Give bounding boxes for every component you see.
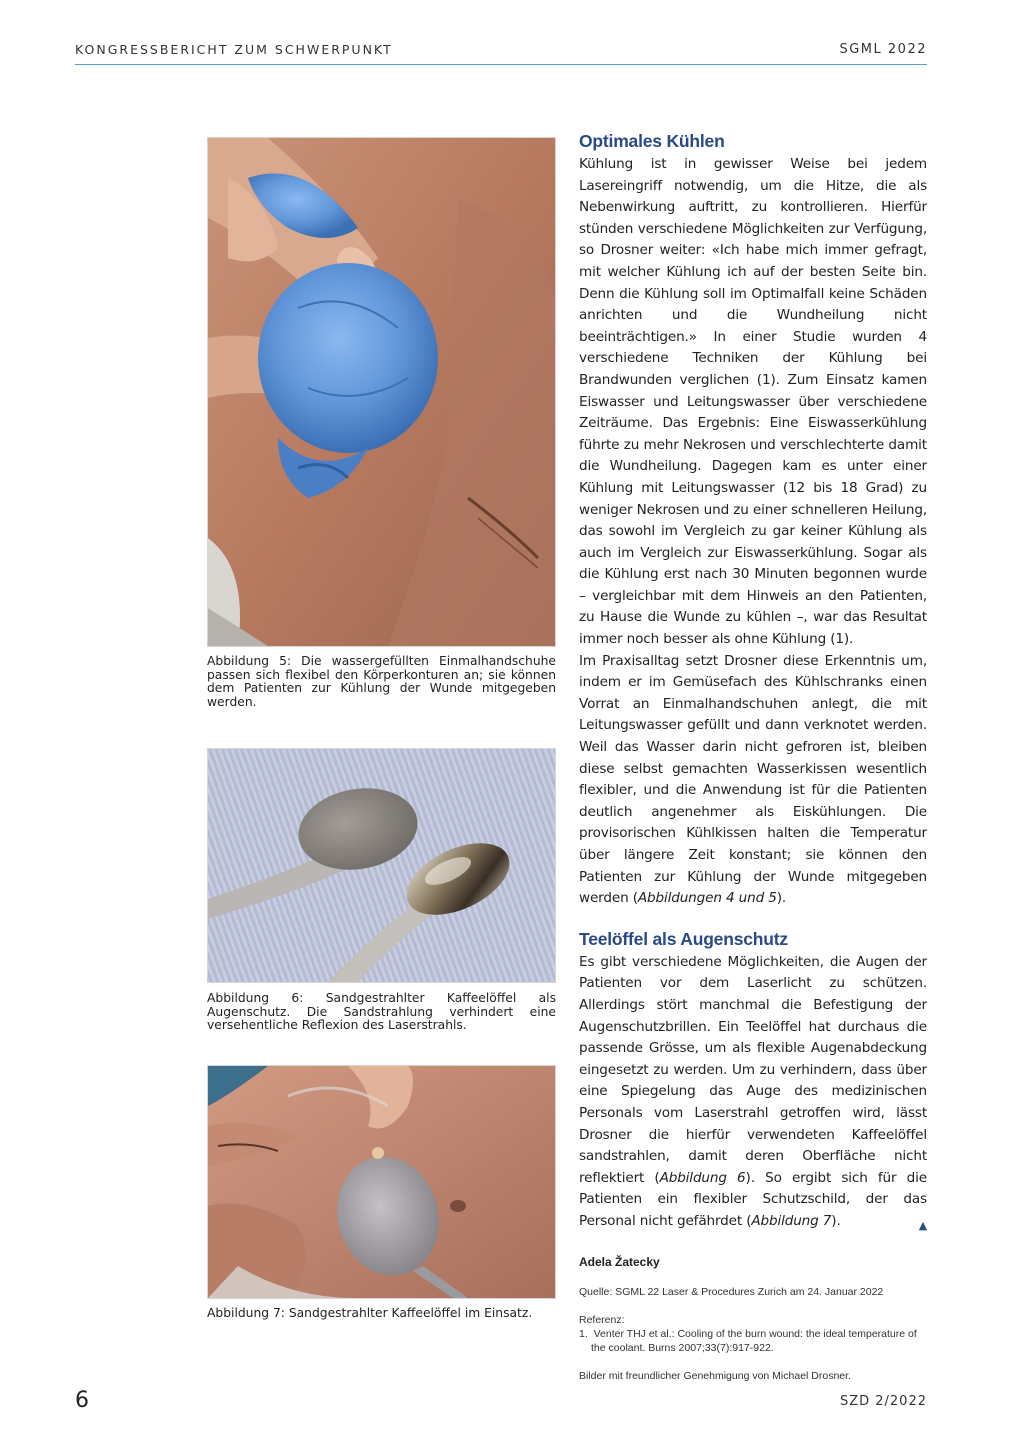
header-congress-label: SGML 2022: [839, 42, 927, 57]
spoon-eye-shield-image: [208, 1066, 555, 1298]
figure-7-caption: Abbildung 7: Sandgestrahlter Kaffeelöffel im Einsatz.: [207, 1306, 533, 1320]
figure-7-photo: [207, 1065, 556, 1299]
figure-reference: Abbildungen 4 und 5: [637, 890, 777, 907]
author-name: Adela Žatecky: [579, 1254, 660, 1269]
running-header: [75, 38, 927, 65]
heading-optimales-kuehlen: Optimales Kühlen: [579, 131, 725, 151]
reference-item: 1. Venter THJ et al.: Cooling of the burn wound: the ideal temperature of the coolant. Burns 2007;33(7):917-922.: [579, 1327, 917, 1354]
section-1-body: [579, 154, 927, 910]
reference-label: Referenz:: [579, 1313, 625, 1326]
figure-6-photo: [207, 748, 556, 983]
heading-teeloeffel-als-augenschutz: Teelöffel als Augenschutz: [579, 928, 788, 949]
header-section-label: KONGRESSBERICHT ZUM SCHWERPUNKT: [75, 42, 393, 57]
figure-5-caption: Abbildung 5: Die wassergefüllten Einmalhandschuhe passen sich flexibel den Körperkonturen an; sie können dem Patienten zur Kühlung der Wunde mitgegeben werden.: [207, 654, 556, 709]
section-2-paragraph: Es gibt verschiedene Möglichkeiten, die Augen der Patienten vor dem Laserlicht zu schützen. Allerdings stört manchmal die Befestigung der Augenschutzbrillen. Ein Teelöffel hat durchaus die passende Grösse, um als flexible Augenabdeckung eingesetzt zu werden. Um zu verhindern, dass über eine Spiegelung das Auge des medizinischen Personals vom Laserstrahl getroffen wird, lässt Drosner die hierfür verwendeten Kaffeelöffel sandstrahlen, damit deren Oberfläche nicht reflektiert (Abbildung 6). So ergibt sich für die Patienten ein flexibler Schutzschild, der das Personal nicht gefährdet (Abbildung 7). ▲: [579, 952, 927, 1233]
spoons-image: [208, 749, 555, 982]
figure-reference: Abbildung 7: [751, 1212, 832, 1229]
section-1-paragraph-2: Im Praxisalltag setzt Drosner diese Erkenntnis um, indem er im Gemüsefach des Kühlschranks einen Vorrat an Einmalhandschuhen anlegt, die mit Leitungswasser gefüllt und dann verknotet werden. Weil das Wasser darin nicht gefroren ist, bleiben diese selbst gemachten Wasserkissen wesentlich flexibler, und die Anwendung ist für die Patienten deutlich angenehmer als Eiskühlungen. Die provisorischen Kühlkissen halten die Temperatur über längere Zeit konstant; sie können den Patienten zur Kühlung der Wunde mitgegeben werden (Abbildungen 4 und 5).: [579, 652, 927, 907]
section-1-paragraph-1: Kühlung ist in gewisser Weise bei jedem Lasereingriff notwendig, um die Hitze, die als Nebenwirkung auftritt, zu kontrollieren. Hierfür stünden verschiedene Möglichkeiten zur Verfügung, so Drosner weiter: «Ich habe mich immer gefragt, mit welcher Kühlung ich auf der besten Seite bin. Denn die Kühlung soll im Optimalfall keine Schäden anrichten und die Wundheilung nicht beeinträchtigen.» In einer Studie wurden 4 verschiedene Techniken der Kühlung bei Brandwunden verglichen (1). Zum Einsatz kamen Eiswasser und Leitungswasser über verschiedene Zeiträume. Das Ergebnis: Eine Eiswasserkühlung führte zu mehr Nekrosen und verschlechterte damit die Wundheilung. Dagegen kam es unter einer Kühlung mit Leitungswasser (12 bis 18 Grad) zu weniger Nekrosen und zu einer schnelleren Heilung, das sowohl im Vergleich zu gar keiner Kühlung als auch im Vergleich zur Eiswasserkühlung. Sogar als die Kühlung erst nach 30 Minuten begonnen wurde – vergleichbar mit dem Hinweis an den Patienten, zu Hause die Wunde zu kühlen –, war das Resultat immer noch besser als ohne Kühlung (1).: [579, 156, 927, 648]
figure-6-caption: Abbildung 6: Sandgestrahlter Kaffeelöffel als Augenschutz. Die Sandstrahlung verhindert eine versehentliche Reflexion des Laserstrahls.: [207, 991, 556, 1033]
page-number: 6: [75, 1388, 89, 1413]
glove-cooling-image: [208, 138, 555, 646]
end-of-article-triangle-icon: ▲: [918, 1218, 927, 1232]
image-credit: Bilder mit freundlicher Genehmigung von Michael Drosner.: [579, 1369, 851, 1382]
source-note: Quelle: SGML 22 Laser & Procedures Zurich am 24. Januar 2022: [579, 1285, 884, 1298]
issue-label: SZD 2/2022: [839, 1394, 927, 1409]
section-2-body: [579, 952, 927, 1233]
figure-reference: Abbildung 6: [659, 1169, 746, 1186]
figure-5-photo: [207, 137, 556, 647]
article-column: [579, 131, 927, 1383]
